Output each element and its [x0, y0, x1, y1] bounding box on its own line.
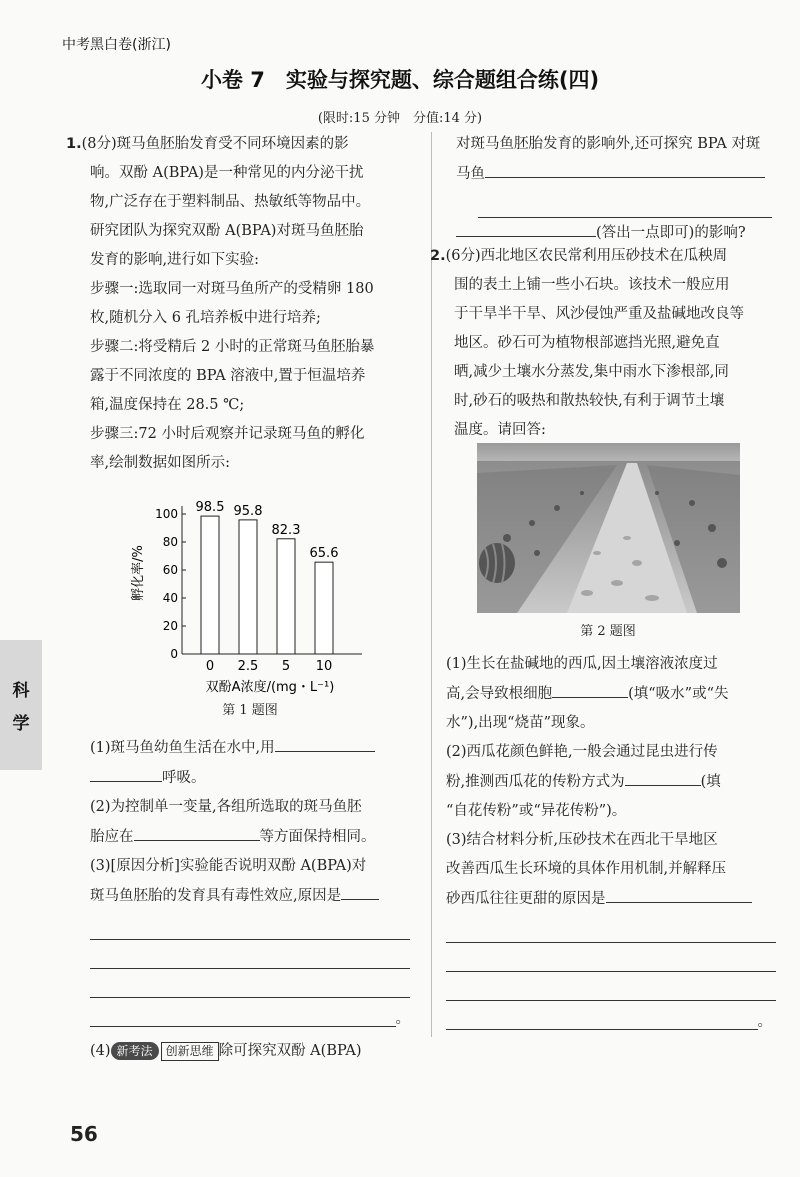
q2-sub3-a: (3)结合材料分析,压砂技术在西北干旱地区 [446, 832, 718, 848]
q2-sub2-blank[interactable] [625, 767, 701, 786]
y-tick-label: 60 [162, 563, 178, 577]
q2-sub3-answer-line-2[interactable] [446, 943, 776, 972]
q2-sub2-a: (2)西瓜花颜色鲜艳,一般会通过昆虫进行传 [446, 744, 718, 760]
x-tick-label: 0 [205, 659, 215, 674]
y-tick-label: 100 [155, 507, 178, 521]
q2-line-3: 地区。砂石可为植物根部遮挡光照,避免直 [454, 335, 720, 351]
subject-char-2: 学 [12, 714, 30, 734]
q1-sub3-blank[interactable] [341, 881, 379, 900]
q1-sub3-answer-line-1[interactable] [90, 911, 410, 940]
q1-sub1-a: (1)斑马鱼幼鱼生活在水中,用 [90, 733, 410, 763]
q2-sub1-b: 高,会导致根细胞 (填“吸水”或“失 [446, 679, 776, 709]
y-tick-label: 80 [162, 535, 178, 549]
q1-sub4-blank-b[interactable] [456, 218, 596, 237]
q2-sub3-answer-line-3[interactable] [446, 972, 776, 1001]
q2-sub1-blank[interactable] [552, 679, 628, 698]
q1-sub2-a: (2)为控制单一变量,各组所选取的斑马鱼胚 [90, 799, 362, 815]
x-tick-label: 10 [315, 659, 333, 674]
q2-line-4: 晒,减少土壤水分蒸发,集中雨水下渗根部,同 [454, 364, 729, 380]
question-1 [66, 130, 414, 478]
series-label: 中考黑白卷(浙江) [62, 37, 171, 53]
fig2-caption: 第 2 题图 [580, 624, 636, 639]
q1-line-4: 发育的影响,进行如下实验: [90, 252, 259, 268]
q1-cont-b: 马鱼 [446, 159, 776, 189]
x-tick-label: 2.5 [237, 659, 259, 674]
subject-tab [0, 640, 42, 770]
q2-sub2-c: “自花传粉”或“异花传粉”)。 [446, 803, 627, 819]
innovation-tag: 创新思维 [161, 1042, 219, 1061]
q1-sub1-b: 呼吸。 [90, 763, 410, 793]
q1-step2-a: 步骤二:将受精后 2 小时的正常斑马鱼胚胎暴 [90, 339, 375, 355]
q2-sub1-c: 水”),出现“烧苗”现象。 [446, 715, 595, 731]
q1-sub3-answer-line-4[interactable]: 。 [90, 998, 396, 1027]
page-title: 小卷 7 实验与探究题、综合题组合练(四) [200, 68, 600, 92]
q2-sub1-a: (1)生长在盐碱地的西瓜,因土壤溶液浓度过 [446, 656, 718, 672]
q2-line-0: 2.(6分)西北地区农民常利用压砂技术在瓜秧周 [430, 248, 728, 264]
y-axis-label: 孵化率/% [131, 545, 146, 601]
q1-line-0: 1.(8分)斑马鱼胚胎发育受不同环境因素的影 [66, 136, 349, 152]
bar [315, 562, 333, 654]
q2-sub3-answer-line-4[interactable]: 。 [446, 1001, 758, 1030]
q2-sub3-b: 改善西瓜生长环境的具体作用机制,并解释压 [446, 861, 727, 877]
q1-step3-b: 率,绘制数据如图所示: [90, 455, 230, 471]
subject-char-1: 科 [12, 681, 30, 701]
bar-value-label: 82.3 [271, 522, 301, 538]
new-exam-badge: 新考法 [111, 1042, 159, 1060]
q1-step3-a: 步骤三:72 小时后观察并记录斑马鱼的孵化 [90, 426, 365, 442]
q1-line-2: 物,广泛存在于塑料制品、热敏纸等物品中。 [90, 194, 371, 210]
bar [239, 520, 257, 654]
q1-sub2-b: 胎应在 等方面保持相同。 [90, 822, 410, 852]
q1-sub3-b: 斑马鱼胚胎的发育具有毒性效应,原因是 [90, 881, 410, 911]
q1-step2-c: 箱,温度保持在 28.5 ℃; [90, 397, 245, 413]
bar-value-label: 65.6 [309, 546, 339, 562]
q1-step1-b: 枚,随机分入 6 孔培养板中进行培养; [90, 310, 321, 326]
question-1-continued [446, 130, 776, 248]
question-1-subparts [90, 733, 410, 1066]
hatch-rate-bar-chart [120, 488, 380, 700]
q1-sub2-blank[interactable] [134, 822, 260, 841]
x-axis-label: 双酚A浓度/(mg・L⁻¹) [205, 680, 335, 695]
y-tick-label: 0 [170, 647, 178, 661]
question-2-subparts [446, 650, 776, 1030]
q2-number: 2. [430, 248, 446, 264]
q1-sub3-answer-line-3[interactable] [90, 969, 410, 998]
q1-number: 1. [66, 136, 82, 152]
x-tick-label: 5 [281, 659, 291, 674]
question-2 [430, 242, 776, 445]
q1-sub3-answer-line-2[interactable] [90, 940, 410, 969]
q1-line-3: 研究团队为探究双酚 A(BPA)对斑马鱼胚胎 [90, 223, 364, 239]
q1-step1-a: 步骤一:选取同一对斑马鱼所产的受精卵 180 [90, 281, 374, 297]
bar-value-label: 98.5 [195, 500, 225, 516]
q2-line-1: 围的表土上铺一些小石块。该技术一般应用 [454, 277, 730, 293]
q2-line-5: 时,砂石的吸热和散热较快,有利于调节土壤 [454, 393, 725, 409]
q2-sub3-blank[interactable] [606, 884, 752, 903]
q2-line-2: 于干旱半干旱、风沙侵蚀严重及盐碱地改良等 [454, 306, 744, 322]
bar [277, 539, 295, 654]
q1-line-1: 响。双酚 A(BPA)是一种常见的内分泌干扰 [90, 165, 364, 181]
q2-line-6: 温度。请回答: [454, 422, 546, 438]
q1-sub4: (4) 新考法 创新思维 除可探究双酚 A(BPA) [90, 1043, 362, 1059]
q1-sub4-blank-a[interactable] [485, 159, 765, 178]
q2-sub2-b: 粉,推测西瓜花的传粉方式为 (填 [446, 767, 776, 797]
fig1-caption: 第 1 题图 [222, 703, 278, 718]
q2-sub3-answer-line-1[interactable] [446, 914, 776, 943]
q1-sub1-blank-b[interactable] [90, 763, 162, 782]
pressed-sand-watermelon-field-photo [477, 443, 740, 613]
y-tick-label: 20 [162, 619, 178, 633]
q1-sub1-blank-a[interactable] [275, 733, 375, 752]
y-tick-label: 40 [162, 591, 178, 605]
q2-sub3-c: 砂西瓜往往更甜的原因是 [446, 884, 776, 914]
page-number: 56 [70, 1122, 98, 1146]
q1-sub4-answer-line[interactable] [478, 189, 772, 218]
q1-sub3-a: (3)[原因分析]实验能否说明双酚 A(BPA)对 [90, 858, 367, 874]
q1-cont-a: 对斑马鱼胚胎发育的影响外,还可探究 BPA 对斑 [456, 136, 761, 152]
bar-value-label: 95.8 [233, 503, 263, 519]
q1-cont-c: (答出一点即可)的影响? [446, 218, 776, 248]
bar [201, 516, 219, 654]
q1-step2-b: 露于不同浓度的 BPA 溶液中,置于恒温培养 [90, 368, 366, 384]
time-limit: (限时:15 分钟 分值:14 分) [317, 111, 483, 126]
